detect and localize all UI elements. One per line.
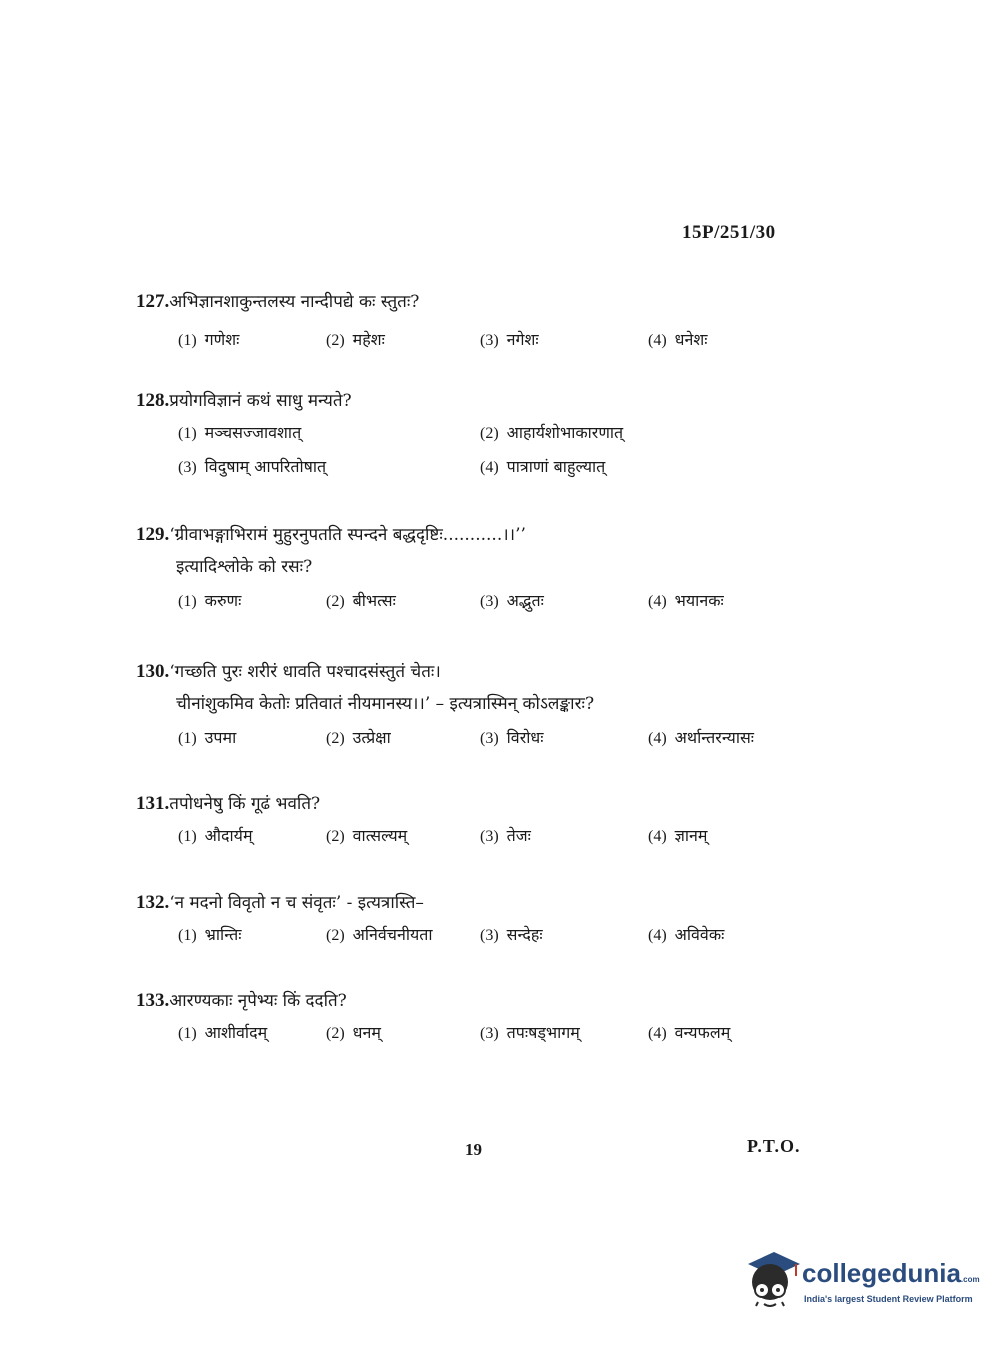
option-3: (3) तेजः [480, 826, 531, 845]
question-127 [136, 287, 836, 357]
option-1: (1) करुणः [178, 591, 242, 610]
question-number: 132. [136, 892, 170, 913]
question-133 [136, 986, 836, 1050]
option-4: (4) पात्राणां बाहुल्यात् [480, 457, 606, 476]
option-3: (3) विरोधः [480, 728, 544, 747]
question-number: 130. [136, 661, 170, 682]
question-131 [136, 789, 836, 853]
question-text: अभिज्ञानशाकुन्तलस्य नान्दीपद्ये कः स्तुतः? [169, 292, 420, 312]
options-row [136, 918, 836, 952]
option-4: (4) धनेशः [648, 330, 708, 349]
brand-tagline: India's largest Student Review Platform [804, 1294, 973, 1304]
option-2: (2) उत्प्रेक्षा [326, 728, 391, 747]
option-1: (1) उपमा [178, 728, 237, 747]
option-2: (2) बीभत्सः [326, 591, 396, 610]
question-number: 129. [136, 524, 170, 545]
page-number: 19 [465, 1140, 482, 1159]
option-4: (4) वन्यफलम् [648, 1023, 731, 1042]
option-2: (2) धनम् [326, 1023, 381, 1042]
paper-code: 15P/251/30 [682, 222, 776, 243]
option-3: (3) नगेशः [480, 330, 539, 349]
option-2: (2) वात्सल्यम् [326, 826, 408, 845]
options-row [136, 721, 836, 755]
options-row [136, 1016, 836, 1050]
option-2: (2) महेशः [326, 330, 385, 349]
option-1: (1) गणेशः [178, 330, 240, 349]
question-128 [136, 386, 836, 484]
question-130 [136, 657, 836, 755]
options-row [136, 450, 836, 484]
question-text: ‘ग्रीवाभङ्गाभिरामं मुहुरनुपतति स्पन्दने बद्धदृष्टिः...........।।’’ [169, 525, 526, 545]
options-row [136, 584, 836, 618]
option-3: (3) सन्देहः [480, 925, 543, 944]
option-3: (3) विदुषाम् आपरितोषात् [178, 457, 327, 476]
option-1: (1) आशीर्वादम् [178, 1023, 268, 1042]
option-1: (1) औदार्यम् [178, 826, 253, 845]
option-2: (2) आहार्यशोभाकारणात् [480, 423, 624, 442]
option-4: (4) अविवेकः [648, 925, 725, 944]
question-continuation: इत्यादिश्लोके को रसः? [176, 557, 313, 577]
option-4: (4) अर्थान्तरन्यासः [648, 728, 755, 747]
question-number: 133. [136, 990, 170, 1011]
question-continuation: चीनांशुकमिव केतोः प्रतिवातं नीयमानस्य।।’ – इत्यत्रास्मिन् कोऽलङ्कारः? [176, 694, 595, 714]
options-row [136, 323, 836, 357]
brand-name: collegedunia.com [802, 1258, 980, 1288]
question-number: 128. [136, 390, 170, 411]
pto-label: P.T.O. [747, 1136, 801, 1156]
option-4: (4) भयानकः [648, 591, 724, 610]
options-row [136, 819, 836, 853]
option-4: (4) ज्ञानम् [648, 826, 708, 845]
options-row [136, 416, 836, 450]
option-1: (1) मञ्चसज्जावशात् [178, 423, 302, 442]
collegedunia-watermark [740, 1248, 980, 1318]
question-text: ‘गच्छति पुरः शरीरं धावति पश्चादसंस्तुतं चेतः। [169, 662, 441, 682]
mascot-icon [740, 1248, 800, 1314]
question-text: प्रयोगविज्ञानं कथं साधु मन्यते? [169, 391, 352, 411]
question-132 [136, 888, 836, 952]
option-1: (1) भ्रान्तिः [178, 925, 242, 944]
question-number: 131. [136, 793, 170, 814]
question-text: तपोधनेषु किं गूढं भवति? [169, 794, 321, 814]
question-text: ‘न मदनो विवृतो न च संवृतः’ - इत्यत्रास्ति– [169, 893, 424, 913]
question-number: 127. [136, 291, 170, 312]
option-2: (2) अनिर्वचनीयता [326, 925, 433, 944]
option-3: (3) तपःषड्भागम् [480, 1023, 580, 1042]
question-129 [136, 520, 836, 618]
question-text: आरण्यकाः नृपेभ्यः किं ददति? [169, 991, 347, 1011]
option-3: (3) अद्भुतः [480, 591, 544, 610]
